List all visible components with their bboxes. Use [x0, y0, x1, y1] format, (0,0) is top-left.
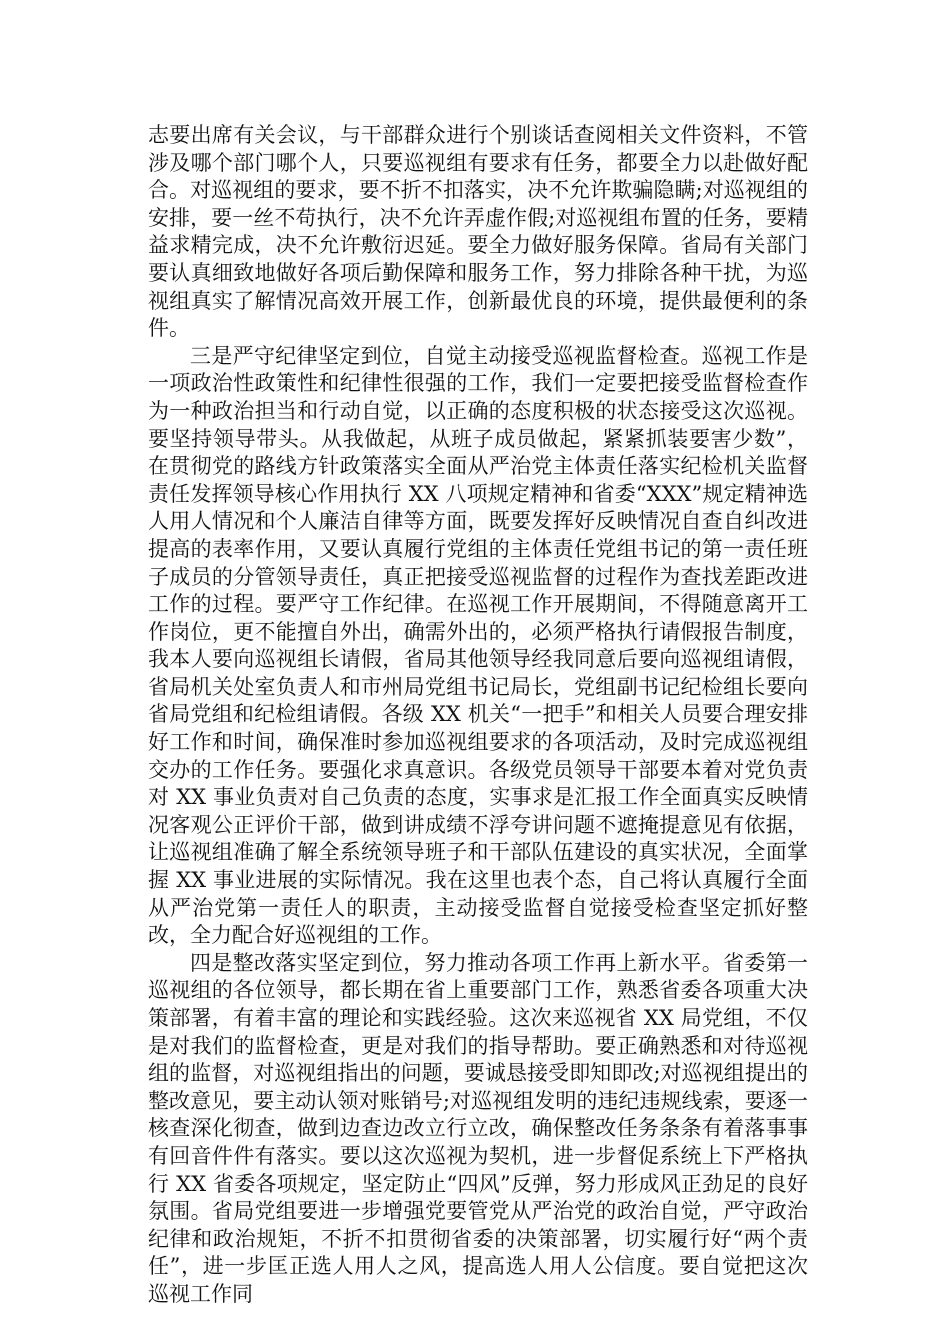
- paragraph-point-four: 四是整改落实坚定到位，努力推动各项工作再上新水平。省委第一巡视组的各位领导，都长期在省上重要部门工作，熟悉省委各项重大决策部署，有着丰富的理论和实践经验。这次来巡视省 XX 局党组，不仅是对我们的监督检查，更是对我们的指导帮助。要正确熟悉和对待巡视组的监督，对巡视组指出的问题，要诚恳接受即知即改;对巡视组提出的整改意见，要主动认领对账销号;对巡视组发明的违纪违规线索，要逐一核查深化彻查，做到边查边改立行立改，确保整改任务条条有着落事事有回音件件有落实。要以这次巡视为契机，进一步督促系统上下严格执行 XX 省委各项规定，坚定防止“四风”反弹，努力形成风正劲足的良好氛围。省局党组要进一步增强党要管党从严治党的政治自觉，严守政治纪律和政治规矩，不折不扣贯彻省委的决策部署，切实履行好“两个责任”，进一步匡正选人用人之风，提高选人用人公信度。要自觉把这次巡视工作同: [148, 950, 808, 1306]
- paragraph-point-three: 三是严守纪律坚定到位，自觉主动接受巡视监督检查。巡视工作是一项政治性政策性和纪律性很强的工作，我们一定要把接受监督检查作为一种政治担当和行动自觉，以正确的态度积极的状态接受这次巡视。要坚持领导带头。从我做起，从班子成员做起，紧紧抓装要害少数”，在贯彻党的路线方针政策落实全面从严治党主体责任落实纪检机关监督责任发挥领导核心作用执行 XX 八项规定精神和省委“XXX”规定精神选人用人情况和个人廉洁自律等方面，既要发挥好反映情况自查自纠改进提高的表率作用，又要认真履行党组的主体责任党组书记的第一责任班子成员的分管领导责任，真正把接受巡视监督的过程作为查找差距改进工作的过程。要严守工作纪律。在巡视工作开展期间，不得随意离开工作岗位，更不能擅自外出，确需外出的，必须严格执行请假报告制度，我本人要向巡视组长请假，省局其他领导经我同意后要向巡视组请假，省局机关处室负责人和市州局党组书记局长，党组副书记纪检组长要向省局党组和纪检组请假。各级 XX 机关“一把手”和相关人员要合理安排好工作和时间，确保准时参加巡视组要求的各项活动，及时完成巡视组交办的工作任务。要强化求真意识。各级党员领导干部要本着对党负责对 XX 事业负责对自己负责的态度，实事求是汇报工作全面真实反映情况客观公正评价干部，做到讲成绩不浮夸讲问题不遮掩提意见有依据，让巡视组准确了解全系统领导班子和干部队伍建设的真实状况，全面掌握 XX 事业进展的实际情况。我在这里也表个态，自己将认真履行全面从严治党第一责任人的职责，主动接受监督自觉接受检查坚定抓好整改，全力配合好巡视组的工作。: [148, 343, 808, 948]
- paragraph-continuation: 志要出席有关会议，与干部群众进行个别谈话查阅相关文件资料，不管涉及哪个部门哪个人，只要巡视组有要求有任务，都要全力以赴做好配合。对巡视组的要求，要不折不扣落实，决不允许欺骗隐瞒;对巡视组的安排，要一丝不苟执行，决不允许弄虚作假;对巡视组布置的任务，要精益求精完成，决不允许敷衍迟延。要全力做好服务保障。省局有关部门要认真细致地做好各项后勤保障和服务工作，努力排除各种干扰，为巡视组真实了解情况高效开展工作，创新最优良的环境，提供最便利的条件。: [148, 123, 808, 341]
- document-body: [148, 122, 808, 1309]
